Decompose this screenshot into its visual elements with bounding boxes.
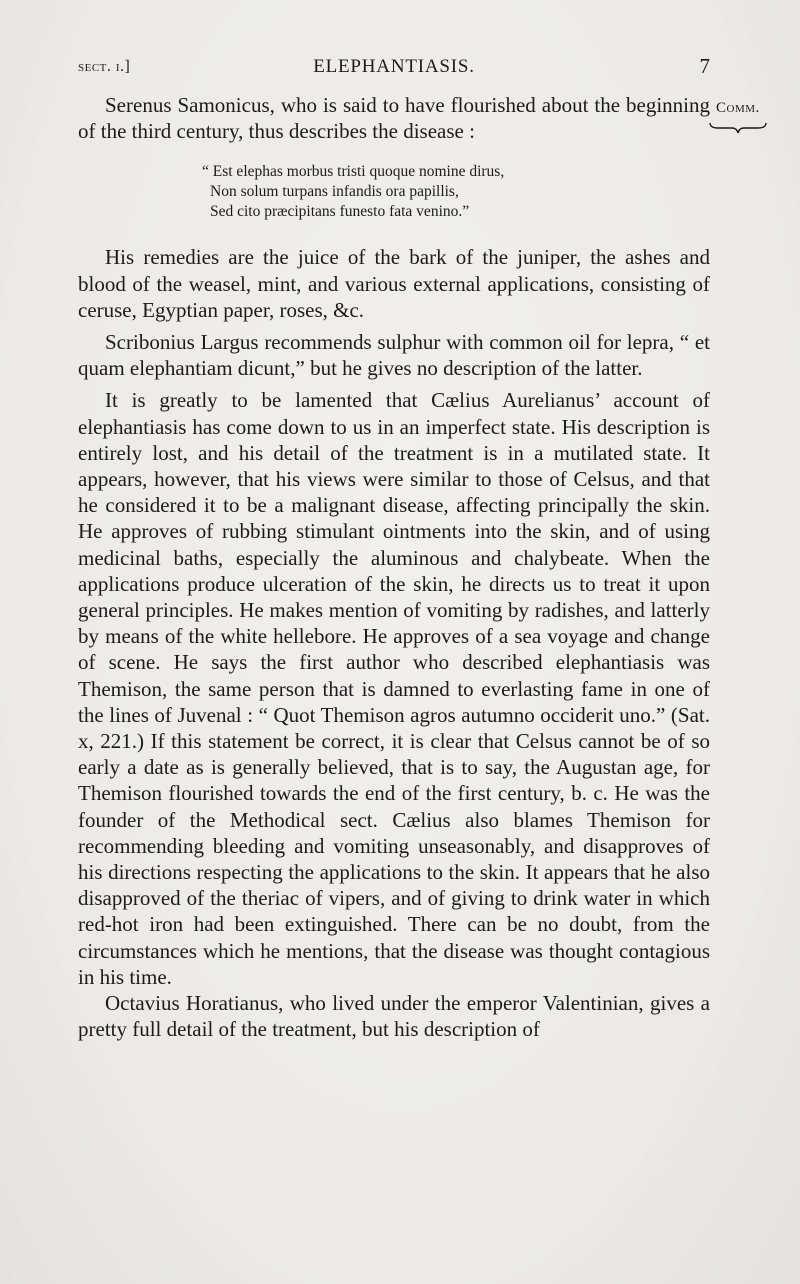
running-title: ELEPHANTIASIS. xyxy=(313,56,475,77)
paragraph-scribonius: Scribonius Largus recommends sulphur with common oil for lepra, “ et quam elephantiam dicunt,” but he gives no description of the latter. xyxy=(78,330,710,381)
verse-line: “ Est elephas morbus tristi quoque nomine dirus, xyxy=(202,163,505,181)
margin-note: Comm. xyxy=(716,100,760,116)
paragraph-serenus: Serenus Samonicus, who is said to have flourished about the beginning of the third century, thus describes the disease : xyxy=(78,93,710,144)
section-label: sect. i.] xyxy=(78,58,131,75)
running-header xyxy=(78,52,710,80)
page-body xyxy=(78,92,710,1043)
verse-quotation xyxy=(202,162,710,222)
paragraph-caelius: It is greatly to be lamented that Cælius Aurelianus’ account of elephantiasis has come down to us in an imperfect state. His description is entirely lost, and his detail of the treatment is in a mutilated state. It appears, however, that his views were similar to those of Celsus, and that he considered it to be a malignant disease, affecting principally the skin. He approves of rubbing stimulant ointments into the skin, and of using medicinal baths, especially the aluminous and chalybeate. When the applications produce ulceration of the skin, he directs us to treat it upon general principles. He makes mention of vomiting by radishes, and latterly by means of the white hellebore. He approves of a sea voyage and change of scene. He says the first author who described elephantiasis was Themison, the same person that is damned to everlasting fame in one of the lines of Juvenal : “ Quot Themison agros autumno occiderit uno.” (Sat. x, 221.) If this statement be correct, it is clear that Celsus cannot be of so early a date as is generally believed, that is to say, the Augustan age, for Themison flourished towards the end of the first century, b. c. He was the founder of the Methodical sect. Cælius also blames Themison for recommending bleeding and vomiting unseasonably, and disapproves of his directions respecting the applications to the skin. It appears that he also disapproved of the theriac of vipers, and of giving to drink water in which red-hot iron had been extinguished. There can be no doubt, from the circumstances which he mentions, that the disease was thought contagious in his time. xyxy=(78,388,710,989)
verse-line: Non solum turpans infandis ora papillis, xyxy=(210,183,459,201)
margin-brace-icon xyxy=(708,120,768,134)
page-number: 7 xyxy=(699,54,710,78)
paragraph-remedies: His remedies are the juice of the bark of the juniper, the ashes and blood of the weasel, mint, and various external applications, consisting of ceruse, Egyptian paper, roses, &c. xyxy=(78,245,710,322)
verse-line: Sed cito præcipitans funesto fata venino.” xyxy=(210,203,470,221)
paragraph-octavius: Octavius Horatianus, who lived under the emperor Valentinian, gives a pretty full detail of the treatment, but his description of xyxy=(78,991,710,1042)
